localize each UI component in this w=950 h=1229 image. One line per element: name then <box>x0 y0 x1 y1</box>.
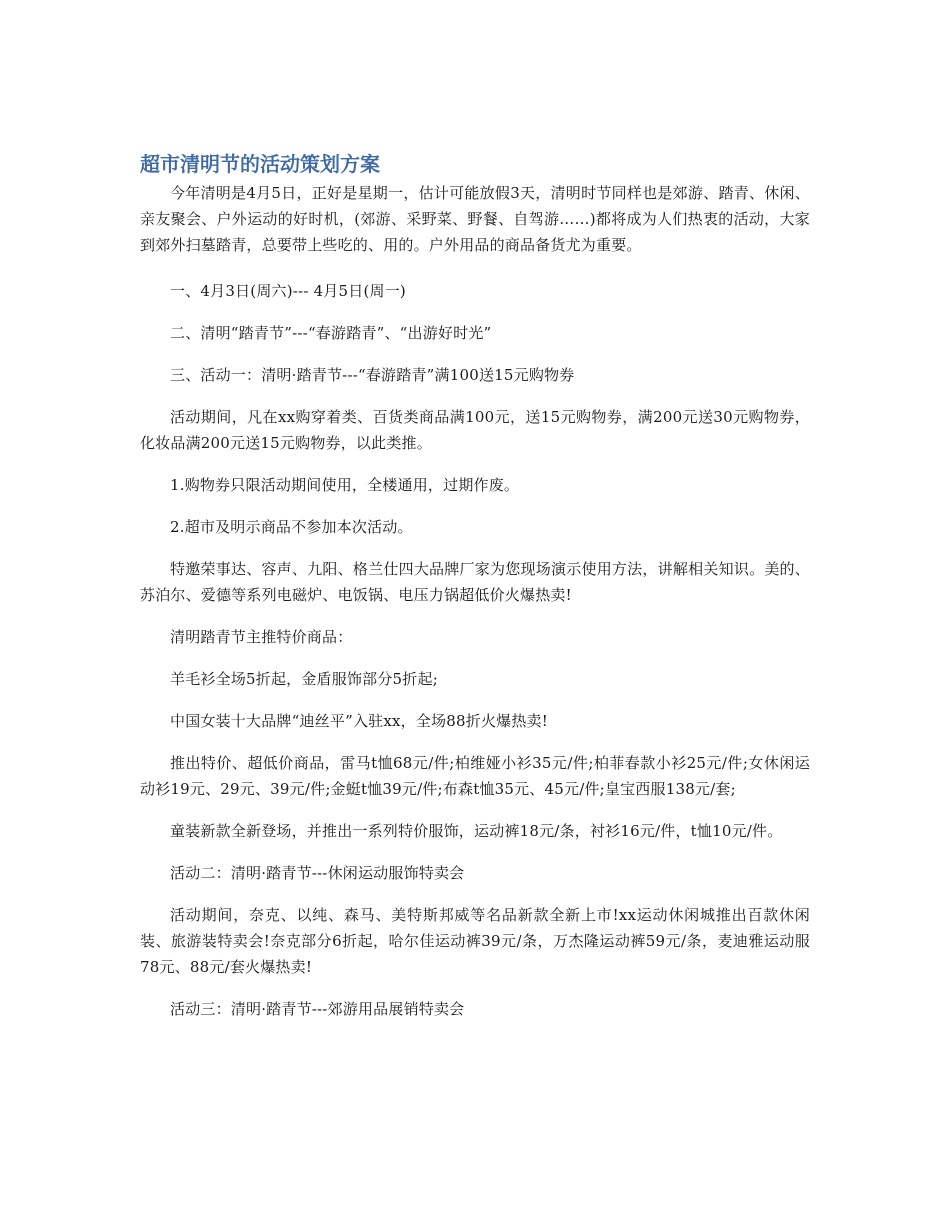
paragraph-sportswear: 活动期间，奈克、以纯、森马、美特斯邦威等名品新款全新上市!xx运动休闲城推出百款休闲装、旅游装特卖会!奈克部分6折起，哈尔佳运动裤39元/条，万杰隆运动裤59元/条，麦迪雅运动服78元、88元/套火爆热卖! <box>140 906 810 976</box>
paragraph-sweaters: 羊毛衫全场5折起，金盾服饰部分5折起; <box>170 670 438 688</box>
paragraph-featured-heading: 清明踏青节主推特价商品： <box>170 628 353 646</box>
paragraph-theme: 二、清明“踏青节”---“春游踏青”、“出游好时光” <box>170 324 492 342</box>
paragraph-specials: 推出特价、超低价商品，雷马t恤68元/件;柏维娅小衫35元/件;柏菲春款小衫25元/件;女休闲运动衫19元、29元、39元/件;金蜓t恤39元/件;布森t恤35元、45元/件;皇宝西服138元/套; <box>140 754 810 798</box>
paragraph-womens-wear: 中国女装十大品牌“迪丝平”入驻xx，全场88折火爆热卖! <box>170 712 548 730</box>
paragraph-kids-wear: 童装新款全新登场，并推出一系列特价服饰，运动裤18元/条，衬衫16元/件，t恤10元/件。 <box>170 822 783 840</box>
paragraph-rule-2: 2.超市及明示商品不参加本次活动。 <box>170 518 413 536</box>
paragraph-coupon-rules: 活动期间，凡在xx购穿着类、百货类商品满100元，送15元购物券，满200元送30元购物券，化妆品满200元送15元购物券，以此类推。 <box>140 408 810 452</box>
paragraph-activity-three: 活动三：清明·踏青节---郊游用品展销特卖会 <box>170 1000 465 1018</box>
paragraph-activity-two: 活动二：清明·踏青节---休闲运动服饰特卖会 <box>170 864 465 882</box>
paragraph-brands: 特邀荣事达、容声、九阳、格兰仕四大品牌厂家为您现场演示使用方法，讲解相关知识。美的、苏泊尔、爱德等系列电磁炉、电饭锅、电压力锅超低价火爆热卖! <box>140 560 810 604</box>
intro-paragraph: 今年清明是4月5日，正好是星期一，估计可能放假3天，清明时节同样也是郊游、踏青、休闲、亲友聚会、户外运动的好时机，(郊游、采野菜、野餐、自驾游……)都将成为人们热衷的活动，大家到郊外扫墓踏青，总要带上些吃的、用的。户外用品的商品备货尤为重要。 <box>140 184 810 254</box>
document-title: 超市清明节的活动策划方案 <box>140 152 380 176</box>
document-page <box>140 150 810 1038</box>
paragraph-activity-one: 三、活动一：清明·踏青节---“春游踏青”满100送15元购物券 <box>170 366 575 384</box>
paragraph-rule-1: 1.购物券只限活动期间使用，全楼通用，过期作废。 <box>170 476 520 494</box>
paragraph-date: 一、4月3日(周六)--- 4月5日(周一) <box>170 282 406 300</box>
